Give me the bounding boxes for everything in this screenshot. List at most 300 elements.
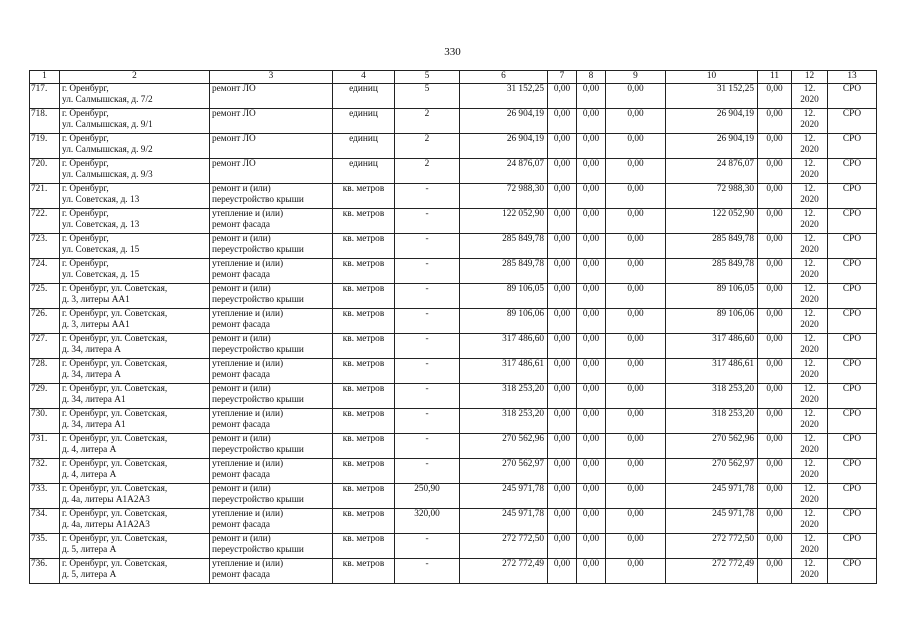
- quantity-cell: [395, 159, 460, 184]
- cost-cell-line: 285 849,78: [502, 259, 544, 269]
- address-cell: [60, 259, 210, 284]
- quantity-cell: [395, 384, 460, 409]
- fund-cell-8: [577, 434, 606, 459]
- fund-cell-9-line: 0,00: [627, 284, 644, 294]
- unit-cell-line: кв. метров: [342, 209, 385, 219]
- fund-cell-8: [577, 309, 606, 334]
- unit-cell: [333, 459, 395, 484]
- work-type-cell: [210, 134, 333, 159]
- fund-cell-8: [577, 159, 606, 184]
- fund-cell-11-line: 0,00: [766, 234, 783, 244]
- fund-cell-9: [606, 409, 666, 434]
- cost-cell: [460, 534, 548, 559]
- fund-cell-9: [606, 184, 666, 209]
- address-cell: [60, 409, 210, 434]
- term-cell-line: 12.: [803, 284, 816, 294]
- address-cell-line: д. 3, литеры АА1: [62, 295, 130, 305]
- fund-cell-9: [606, 534, 666, 559]
- method-cell: [828, 409, 877, 434]
- total-cell: [666, 234, 758, 259]
- address-cell-line: д. 4а, литеры А1А2А3: [62, 495, 150, 505]
- total-cell-line: 272 772,49: [712, 559, 754, 569]
- method-cell-line: СРО: [842, 159, 862, 169]
- fund-cell-8-line: 0,00: [582, 559, 600, 569]
- cost-cell: [460, 234, 548, 259]
- fund-cell-8: [577, 384, 606, 409]
- fund-cell-7-line: 0,00: [553, 234, 571, 244]
- unit-cell-line: единиц: [349, 134, 378, 144]
- total-cell: [666, 384, 758, 409]
- fund-cell-9: [606, 384, 666, 409]
- work-type-cell: [210, 509, 333, 534]
- fund-cell-7-line: 0,00: [553, 334, 571, 344]
- total-cell: [666, 359, 758, 384]
- method-cell: [828, 484, 877, 509]
- table-row: [30, 559, 877, 584]
- unit-cell: [333, 409, 395, 434]
- fund-cell-9: [606, 84, 666, 109]
- work-type-cell-line: ремонт фасада: [212, 220, 271, 230]
- fund-cell-11: [758, 159, 792, 184]
- address-cell-line: г. Оренбург, ул. Советская,: [62, 359, 168, 369]
- cost-cell: [460, 334, 548, 359]
- cost-cell: [460, 259, 548, 284]
- unit-cell: [333, 434, 395, 459]
- fund-cell-7: [548, 184, 577, 209]
- unit-cell: [333, 209, 395, 234]
- total-cell-line: 285 849,78: [712, 259, 754, 269]
- table-row: [30, 84, 877, 109]
- fund-cell-11: [758, 259, 792, 284]
- column-header-6: 6: [460, 71, 548, 84]
- table-row: [30, 109, 877, 134]
- table-row: [30, 484, 877, 509]
- unit-cell-line: кв. метров: [342, 559, 385, 569]
- address-cell: [60, 434, 210, 459]
- term-cell-line: 12.: [803, 234, 816, 244]
- term-cell-line: 2020: [800, 520, 819, 530]
- fund-cell-8-line: 0,00: [582, 434, 600, 444]
- total-cell-line: 285 849,78: [712, 234, 754, 244]
- fund-cell-11: [758, 134, 792, 159]
- cost-cell: [460, 559, 548, 584]
- quantity-cell: [395, 109, 460, 134]
- method-cell-line: СРО: [842, 359, 862, 369]
- total-cell-line: 318 253,20: [712, 409, 754, 419]
- cost-cell-line: 89 106,06: [506, 309, 544, 319]
- fund-cell-7: [548, 459, 577, 484]
- unit-cell: [333, 559, 395, 584]
- method-cell-line: СРО: [842, 84, 862, 94]
- term-cell-line: 2020: [800, 170, 819, 180]
- cost-cell-line: 270 562,97: [502, 459, 544, 469]
- total-cell-line: 270 562,97: [712, 459, 754, 469]
- method-cell: [828, 459, 877, 484]
- work-type-cell-line: ремонт фасада: [212, 270, 271, 280]
- work-type-cell: [210, 209, 333, 234]
- work-type-cell-line: переустройство крыши: [212, 295, 304, 305]
- work-type-cell: [210, 284, 333, 309]
- fund-cell-9-line: 0,00: [627, 534, 644, 544]
- unit-cell: [333, 359, 395, 384]
- fund-cell-8: [577, 84, 606, 109]
- fund-cell-11: [758, 234, 792, 259]
- fund-cell-8-line: 0,00: [582, 534, 600, 544]
- term-cell: [792, 509, 828, 534]
- row-number-cell: [30, 159, 60, 184]
- work-type-cell: [210, 484, 333, 509]
- quantity-cell: [395, 259, 460, 284]
- fund-cell-11-line: 0,00: [766, 509, 783, 519]
- work-type-cell: [210, 109, 333, 134]
- term-cell: [792, 334, 828, 359]
- fund-cell-9: [606, 259, 666, 284]
- work-type-cell-line: утепление и (или): [212, 209, 284, 219]
- fund-cell-7-line: 0,00: [553, 134, 571, 144]
- quantity-cell-line: -: [425, 209, 429, 219]
- column-header-1: 1: [30, 71, 60, 84]
- fund-cell-7: [548, 384, 577, 409]
- address-cell: [60, 209, 210, 234]
- unit-cell: [333, 384, 395, 409]
- fund-cell-7: [548, 359, 577, 384]
- fund-cell-9: [606, 209, 666, 234]
- table-row: [30, 384, 877, 409]
- cost-cell-line: 245 971,78: [502, 484, 544, 494]
- fund-cell-8: [577, 559, 606, 584]
- row-number-cell-line: 727.: [31, 334, 48, 344]
- fund-cell-7-line: 0,00: [553, 109, 571, 119]
- address-cell: [60, 159, 210, 184]
- address-cell: [60, 84, 210, 109]
- table-row: [30, 234, 877, 259]
- method-cell: [828, 359, 877, 384]
- table-row: [30, 184, 877, 209]
- method-cell: [828, 334, 877, 359]
- work-type-cell: [210, 309, 333, 334]
- term-cell-line: 2020: [800, 320, 819, 330]
- cost-cell-line: 122 052,90: [502, 209, 544, 219]
- term-cell-line: 12.: [803, 184, 816, 194]
- column-header-5: 5: [395, 71, 460, 84]
- total-cell: [666, 434, 758, 459]
- address-cell-line: д. 34, литера А: [62, 345, 121, 355]
- fund-cell-8-line: 0,00: [582, 184, 600, 194]
- work-type-cell: [210, 359, 333, 384]
- work-type-cell-line: ремонт и (или): [212, 484, 271, 494]
- total-cell-line: 245 971,78: [712, 484, 754, 494]
- total-cell-line: 318 253,20: [712, 384, 754, 394]
- term-cell: [792, 84, 828, 109]
- quantity-cell: [395, 434, 460, 459]
- term-cell-line: 12.: [803, 509, 816, 519]
- term-cell-line: 2020: [800, 220, 819, 230]
- unit-cell-line: кв. метров: [342, 459, 385, 469]
- address-cell-line: ул. Салмышская, д. 9/1: [62, 120, 153, 130]
- column-header-4: 4: [333, 71, 395, 84]
- method-cell: [828, 209, 877, 234]
- column-header-9: 9: [606, 71, 666, 84]
- fund-cell-11-line: 0,00: [766, 309, 783, 319]
- term-cell-line: 12.: [803, 159, 816, 169]
- row-number-cell: [30, 509, 60, 534]
- cost-cell-line: 318 253,20: [502, 409, 544, 419]
- column-header-7: 7: [548, 71, 577, 84]
- quantity-cell-line: -: [425, 559, 429, 569]
- unit-cell: [333, 534, 395, 559]
- work-type-cell-line: ремонт и (или): [212, 284, 271, 294]
- table-row: [30, 259, 877, 284]
- table-body: [30, 84, 877, 584]
- term-cell-line: 12.: [803, 534, 816, 544]
- quantity-cell-line: 250,90: [414, 484, 440, 494]
- table-row: [30, 509, 877, 534]
- cost-cell-line: 72 988,30: [506, 184, 544, 194]
- address-cell-line: г. Оренбург, ул. Советская,: [62, 484, 168, 494]
- work-type-cell: [210, 234, 333, 259]
- address-cell-line: д. 34, литера А: [62, 370, 121, 380]
- work-type-cell-line: утепление и (или): [212, 459, 284, 469]
- address-cell-line: г. Оренбург,: [62, 259, 109, 269]
- fund-cell-7-line: 0,00: [553, 309, 571, 319]
- fund-cell-9-line: 0,00: [627, 409, 644, 419]
- unit-cell-line: кв. метров: [342, 484, 385, 494]
- table-row: [30, 134, 877, 159]
- work-type-cell-line: ремонт и (или): [212, 534, 271, 544]
- quantity-cell-line: -: [425, 309, 429, 319]
- unit-cell: [333, 234, 395, 259]
- address-cell-line: г. Оренбург, ул. Советская,: [62, 384, 168, 394]
- column-header-13: 13: [828, 71, 877, 84]
- work-type-cell-line: переустройство крыши: [212, 395, 304, 405]
- quantity-cell: [395, 534, 460, 559]
- fund-cell-9: [606, 234, 666, 259]
- row-number-cell-line: 723.: [31, 234, 48, 244]
- method-cell-line: СРО: [842, 334, 862, 344]
- row-number-cell-line: 722.: [31, 209, 48, 219]
- total-cell: [666, 484, 758, 509]
- method-cell: [828, 534, 877, 559]
- fund-cell-11: [758, 509, 792, 534]
- fund-cell-9-line: 0,00: [627, 159, 644, 169]
- work-type-cell: [210, 259, 333, 284]
- quantity-cell-line: -: [425, 234, 429, 244]
- fund-cell-7: [548, 109, 577, 134]
- term-cell-line: 12.: [803, 134, 816, 144]
- method-cell: [828, 284, 877, 309]
- fund-cell-11: [758, 459, 792, 484]
- term-cell-line: 12.: [803, 459, 816, 469]
- fund-cell-8-line: 0,00: [582, 134, 600, 144]
- method-cell-line: СРО: [842, 534, 862, 544]
- fund-cell-8-line: 0,00: [582, 409, 600, 419]
- method-cell-line: СРО: [842, 284, 862, 294]
- term-cell: [792, 484, 828, 509]
- total-cell: [666, 84, 758, 109]
- method-cell-line: СРО: [842, 134, 862, 144]
- fund-cell-8: [577, 259, 606, 284]
- address-cell-line: г. Оренбург,: [62, 209, 109, 219]
- cost-cell-line: 26 904,19: [506, 109, 544, 119]
- row-number-cell: [30, 334, 60, 359]
- address-cell: [60, 484, 210, 509]
- quantity-cell-line: 2: [424, 159, 430, 169]
- row-number-cell-line: 719.: [31, 134, 48, 144]
- fund-cell-11-line: 0,00: [766, 159, 783, 169]
- quantity-cell: [395, 209, 460, 234]
- fund-cell-9: [606, 109, 666, 134]
- address-cell-line: г. Оренбург,: [62, 84, 109, 94]
- total-cell: [666, 284, 758, 309]
- cost-cell: [460, 209, 548, 234]
- fund-cell-11: [758, 309, 792, 334]
- term-cell-line: 2020: [800, 470, 819, 480]
- total-cell-line: 122 052,90: [712, 209, 754, 219]
- row-number-cell: [30, 284, 60, 309]
- quantity-cell: [395, 509, 460, 534]
- fund-cell-9: [606, 159, 666, 184]
- quantity-cell: [395, 559, 460, 584]
- fund-cell-8: [577, 184, 606, 209]
- address-cell-line: г. Оренбург,: [62, 159, 109, 169]
- work-type-cell-line: ремонт и (или): [212, 234, 271, 244]
- quantity-cell-line: 2: [424, 109, 430, 119]
- method-cell: [828, 259, 877, 284]
- fund-cell-7-line: 0,00: [553, 409, 571, 419]
- total-cell-line: 31 152,25: [716, 84, 754, 94]
- fund-cell-9-line: 0,00: [627, 134, 644, 144]
- total-cell-line: 270 562,96: [712, 434, 754, 444]
- work-type-cell: [210, 559, 333, 584]
- work-type-cell-line: ремонт и (или): [212, 334, 271, 344]
- fund-cell-9-line: 0,00: [627, 334, 644, 344]
- method-cell: [828, 509, 877, 534]
- term-cell-line: 2020: [800, 495, 819, 505]
- address-cell-line: ул. Салмышская, д. 9/3: [62, 170, 153, 180]
- fund-cell-7-line: 0,00: [553, 509, 571, 519]
- address-cell-line: г. Оренбург, ул. Советская,: [62, 334, 168, 344]
- unit-cell: [333, 84, 395, 109]
- work-type-cell-line: ремонт и (или): [212, 384, 271, 394]
- fund-cell-8-line: 0,00: [582, 509, 600, 519]
- work-type-cell: [210, 409, 333, 434]
- work-type-cell-line: ремонт фасада: [212, 570, 271, 580]
- work-type-cell: [210, 459, 333, 484]
- address-cell: [60, 509, 210, 534]
- fund-cell-9: [606, 459, 666, 484]
- row-number-cell: [30, 84, 60, 109]
- total-cell-line: 89 106,06: [716, 309, 754, 319]
- work-type-cell-line: переустройство крыши: [212, 545, 304, 555]
- method-cell-line: СРО: [842, 309, 862, 319]
- fund-cell-9: [606, 134, 666, 159]
- row-number-cell-line: 720.: [31, 159, 48, 169]
- unit-cell-line: кв. метров: [342, 434, 385, 444]
- fund-cell-8-line: 0,00: [582, 159, 600, 169]
- method-cell-line: СРО: [842, 259, 862, 269]
- term-cell: [792, 109, 828, 134]
- cost-cell: [460, 284, 548, 309]
- fund-cell-9: [606, 509, 666, 534]
- address-cell-line: д. 3, литеры АА1: [62, 320, 130, 330]
- fund-cell-7: [548, 259, 577, 284]
- term-cell-line: 12.: [803, 209, 816, 219]
- fund-cell-11-line: 0,00: [766, 359, 783, 369]
- address-cell-line: г. Оренбург, ул. Советская,: [62, 409, 168, 419]
- fund-cell-7-line: 0,00: [553, 159, 571, 169]
- unit-cell-line: кв. метров: [342, 534, 385, 544]
- fund-cell-8-line: 0,00: [582, 259, 600, 269]
- fund-cell-9-line: 0,00: [627, 109, 644, 119]
- cost-cell-line: 285 849,78: [502, 234, 544, 244]
- total-cell: [666, 509, 758, 534]
- fund-cell-9: [606, 434, 666, 459]
- term-cell-line: 2020: [800, 95, 819, 105]
- fund-cell-9-line: 0,00: [627, 209, 644, 219]
- quantity-cell: [395, 234, 460, 259]
- fund-cell-8-line: 0,00: [582, 309, 600, 319]
- term-cell: [792, 184, 828, 209]
- address-cell-line: д. 5, литера А: [62, 570, 117, 580]
- address-cell-line: д. 4а, литеры А1А2А3: [62, 520, 150, 530]
- fund-cell-11-line: 0,00: [766, 334, 783, 344]
- work-type-cell-line: ремонт фасада: [212, 320, 271, 330]
- cost-cell-line: 317 486,61: [502, 359, 544, 369]
- fund-cell-11-line: 0,00: [766, 109, 783, 119]
- fund-cell-7-line: 0,00: [553, 534, 571, 544]
- table-row: [30, 209, 877, 234]
- quantity-cell: [395, 359, 460, 384]
- fund-cell-7: [548, 509, 577, 534]
- fund-cell-9: [606, 359, 666, 384]
- fund-cell-8: [577, 534, 606, 559]
- cost-cell-line: 24 876,07: [506, 159, 544, 169]
- term-cell-line: 2020: [800, 445, 819, 455]
- address-cell-line: д. 4, литера А: [62, 445, 117, 455]
- method-cell-line: СРО: [842, 434, 862, 444]
- row-number-cell-line: 724.: [31, 259, 48, 269]
- total-cell: [666, 259, 758, 284]
- fund-cell-9: [606, 309, 666, 334]
- term-cell-line: 12.: [803, 309, 816, 319]
- fund-cell-9-line: 0,00: [627, 384, 644, 394]
- fund-cell-7: [548, 209, 577, 234]
- unit-cell: [333, 159, 395, 184]
- row-number-cell-line: 718.: [31, 109, 48, 119]
- total-cell: [666, 334, 758, 359]
- fund-cell-7-line: 0,00: [553, 459, 571, 469]
- table-row: [30, 434, 877, 459]
- address-cell: [60, 559, 210, 584]
- row-number-cell: [30, 459, 60, 484]
- fund-cell-11-line: 0,00: [766, 384, 783, 394]
- term-cell-line: 12.: [803, 409, 816, 419]
- address-cell: [60, 184, 210, 209]
- fund-cell-7-line: 0,00: [553, 284, 571, 294]
- total-cell: [666, 159, 758, 184]
- fund-cell-8: [577, 359, 606, 384]
- fund-cell-7: [548, 434, 577, 459]
- fund-cell-7-line: 0,00: [553, 484, 571, 494]
- unit-cell-line: кв. метров: [342, 409, 385, 419]
- fund-cell-11: [758, 409, 792, 434]
- term-cell: [792, 159, 828, 184]
- fund-cell-11: [758, 559, 792, 584]
- total-cell-line: 272 772,50: [712, 534, 754, 544]
- row-number-cell-line: 735.: [31, 534, 48, 544]
- row-number-cell: [30, 559, 60, 584]
- fund-cell-9-line: 0,00: [627, 184, 644, 194]
